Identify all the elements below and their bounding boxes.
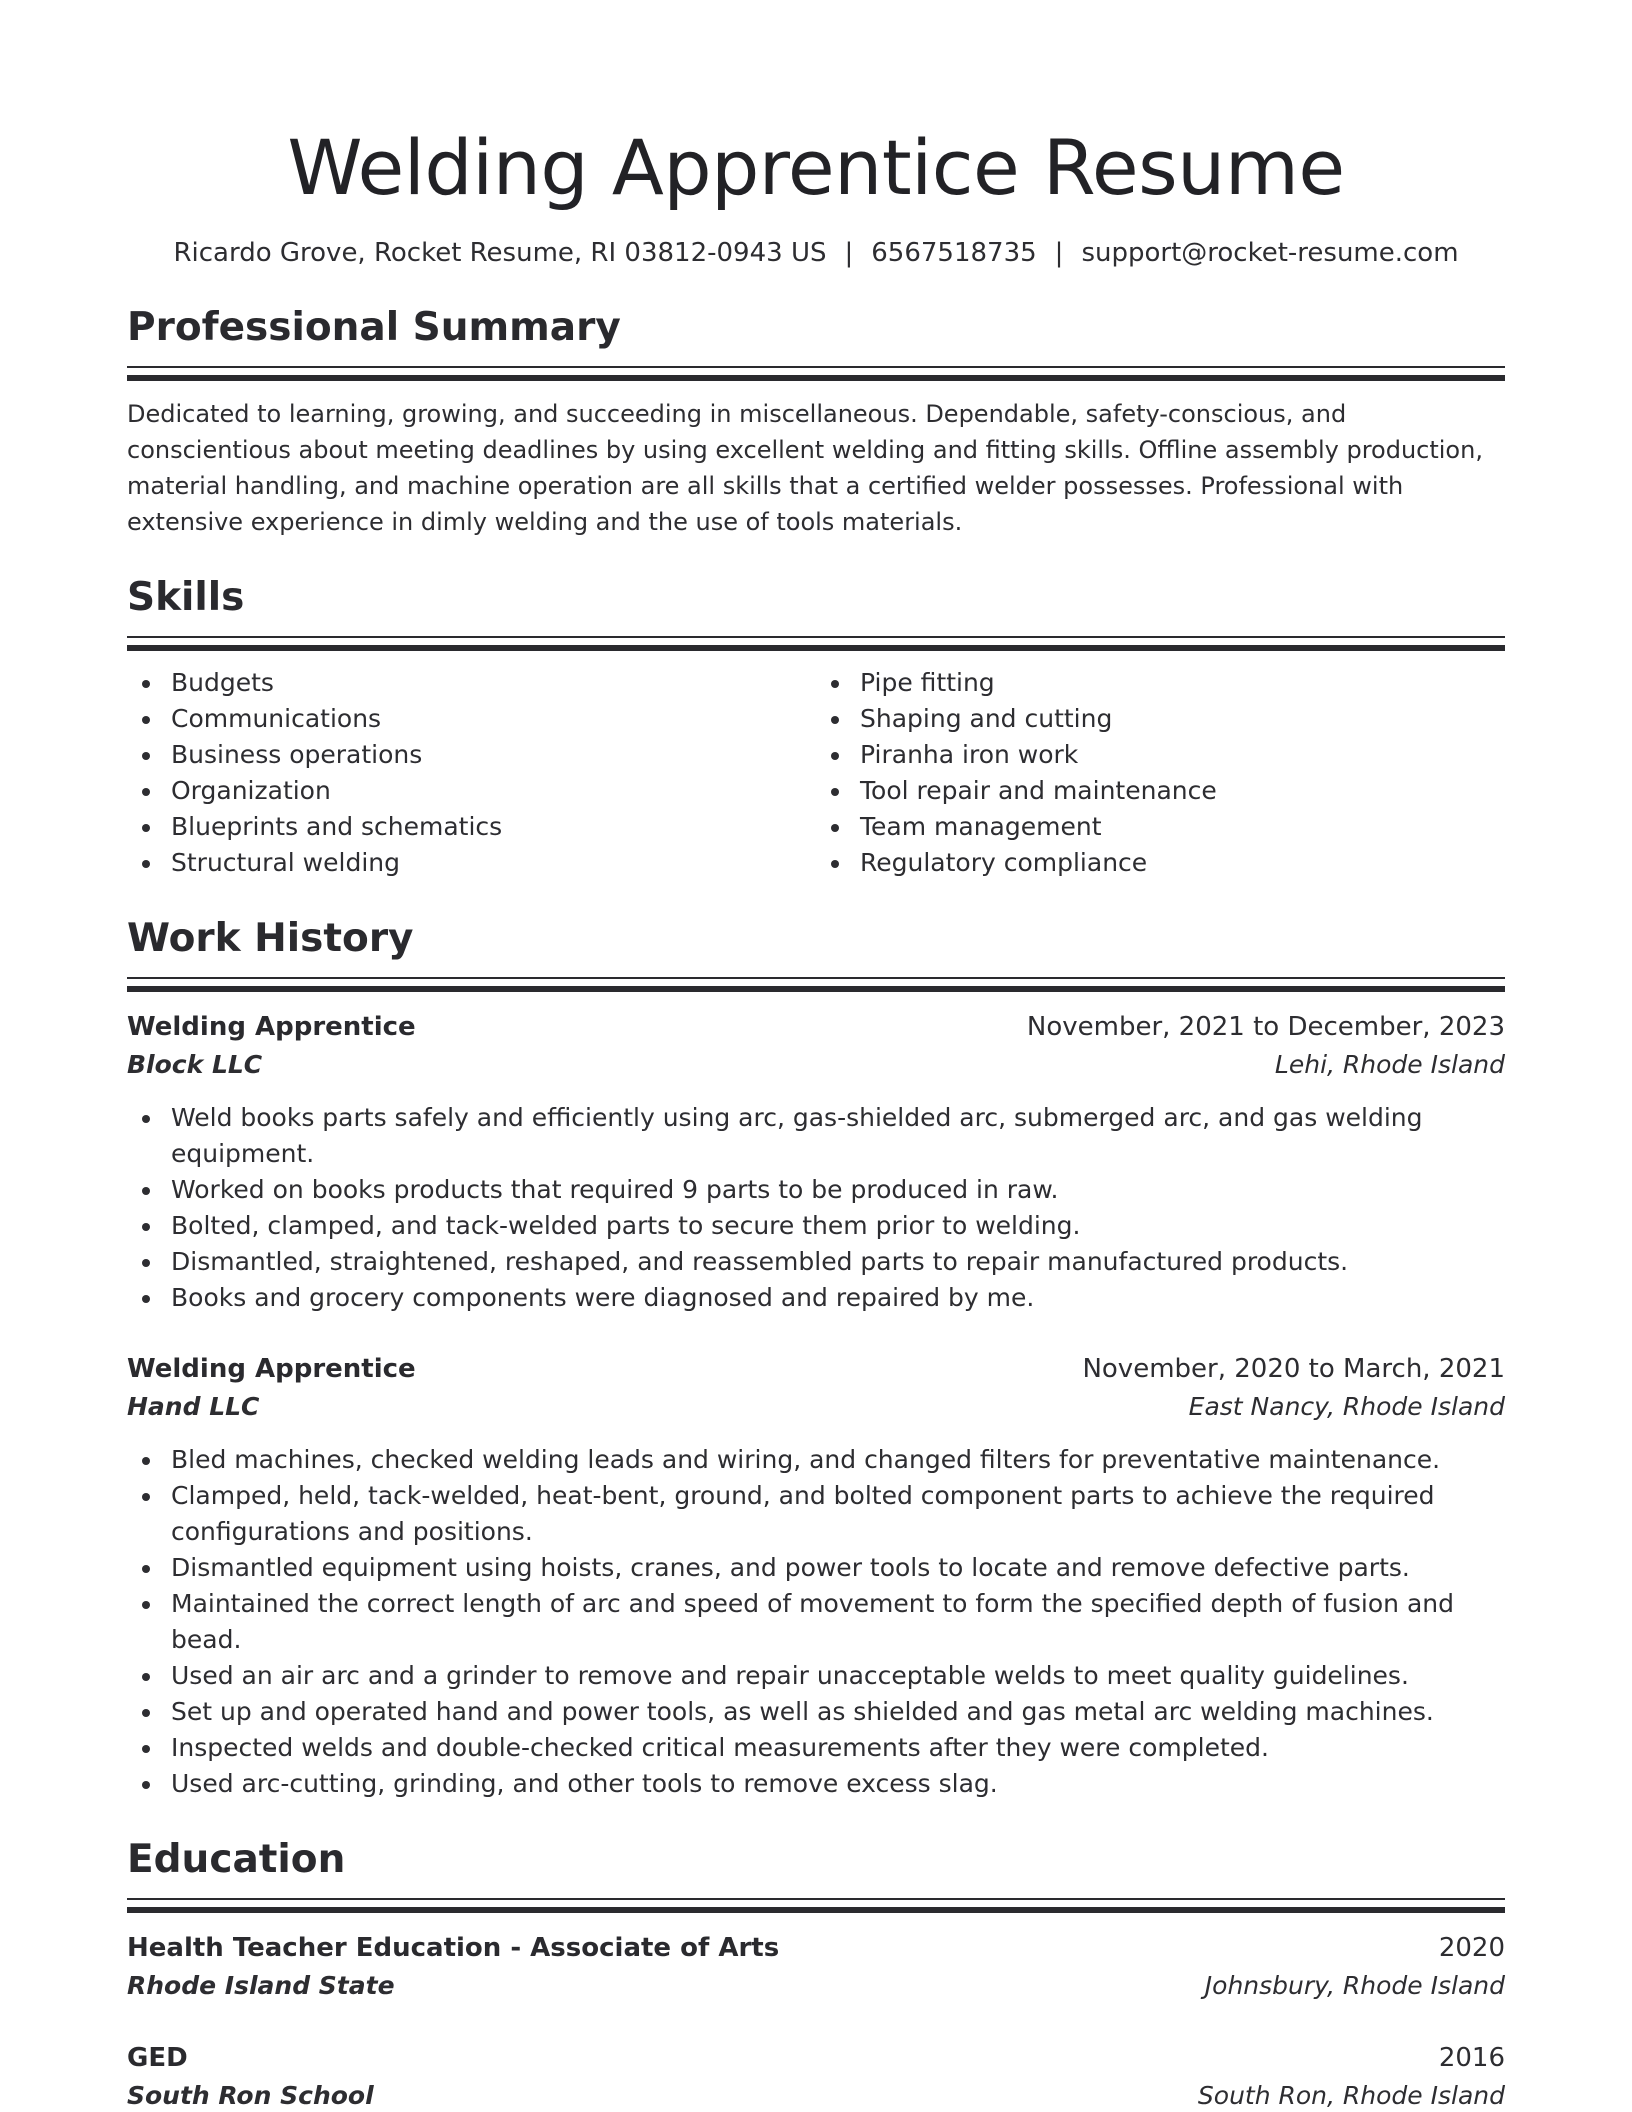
job-bullet: Bolted, clamped, and tack-welded parts to secure them prior to welding. — [127, 1208, 1505, 1244]
education-heading: Education — [127, 1837, 346, 1882]
education-degree: Health Teacher Education - Associate of Arts — [127, 1933, 780, 1963]
section-divider — [127, 977, 1505, 992]
skills-heading: Skills — [127, 575, 245, 620]
job-company: Block LLC — [127, 1050, 263, 1079]
job-bullet: Bled machines, checked welding leads and wiring, and changed filters for preventative maintenance. — [127, 1442, 1505, 1478]
education-section — [127, 1836, 1505, 2112]
skill-item: Organization — [127, 773, 816, 809]
education-header — [127, 2039, 1505, 2077]
job-header — [127, 1008, 1505, 1046]
work-section — [127, 915, 1505, 1802]
job-subheader — [127, 1046, 1505, 1084]
summary-section — [127, 304, 1505, 540]
education-subheader — [127, 2077, 1505, 2112]
job-bullet: Books and grocery components were diagnosed and repaired by me. — [127, 1280, 1505, 1316]
job-entry — [127, 1008, 1505, 1316]
job-title: Welding Apprentice — [127, 1354, 416, 1384]
skill-item: Regulatory compliance — [816, 845, 1505, 881]
skill-item: Pipe fitting — [816, 665, 1505, 701]
section-divider — [127, 1898, 1505, 1913]
job-bullet: Inspected welds and double-checked critical measurements after they were completed. — [127, 1730, 1505, 1766]
skill-item: Business operations — [127, 737, 816, 773]
job-bullet: Used an air arc and a grinder to remove and repair unacceptable welds to meet quality guidelines. — [127, 1658, 1505, 1694]
contact-address: Ricardo Grove, Rocket Resume, RI 03812-0943 US — [173, 238, 827, 268]
skill-item: Blueprints and schematics — [127, 809, 816, 845]
education-location: South Ron, Rhode Island — [1197, 2081, 1505, 2110]
education-subheader — [127, 1967, 1505, 2005]
skills-list-left — [127, 665, 816, 881]
education-entry — [127, 1929, 1505, 2005]
job-bullet: Maintained the correct length of arc and speed of movement to form the specified depth of fusion and bead. — [127, 1586, 1505, 1658]
job-bullet: Used arc-cutting, grinding, and other tools to remove excess slag. — [127, 1766, 1505, 1802]
summary-heading: Professional Summary — [127, 305, 621, 350]
education-header — [127, 1929, 1505, 1967]
education-year: 2016 — [1438, 2043, 1505, 2073]
education-school: Rhode Island State — [127, 1971, 395, 2000]
skill-item: Piranha iron work — [816, 737, 1505, 773]
skill-item: Structural welding — [127, 845, 816, 881]
job-title: Welding Apprentice — [127, 1012, 416, 1042]
skill-item: Tool repair and maintenance — [816, 773, 1505, 809]
job-bullets — [127, 1442, 1505, 1802]
job-bullet: Dismantled equipment using hoists, cranes, and power tools to locate and remove defective parts. — [127, 1550, 1505, 1586]
contact-phone: 6567518735 — [871, 238, 1037, 268]
job-bullets — [127, 1100, 1505, 1316]
job-bullet: Clamped, held, tack-welded, heat-bent, ground, and bolted component parts to achieve the required configurations and positions. — [127, 1478, 1505, 1550]
job-bullet: Set up and operated hand and power tools, as well as shielded and gas metal arc welding machines. — [127, 1694, 1505, 1730]
job-subheader — [127, 1388, 1505, 1426]
job-location: East Nancy, Rhode Island — [1188, 1392, 1505, 1421]
education-location: Johnsbury, Rhode Island — [1204, 1971, 1505, 2000]
job-bullet: Worked on books products that required 9 parts to be produced in raw. — [127, 1172, 1505, 1208]
contact-email: support@rocket-resume.com — [1081, 238, 1459, 268]
job-dates: November, 2020 to March, 2021 — [1082, 1354, 1505, 1384]
skills-section — [127, 574, 1505, 881]
job-entry — [127, 1350, 1505, 1802]
skill-item: Team management — [816, 809, 1505, 845]
job-bullet: Dismantled, straightened, reshaped, and reassembled parts to repair manufactured products. — [127, 1244, 1505, 1280]
work-heading: Work History — [127, 916, 414, 961]
skill-item: Communications — [127, 701, 816, 737]
job-bullet: Weld books parts safely and efficiently using arc, gas-shielded arc, submerged arc, and gas welding equipment. — [127, 1100, 1505, 1172]
skills-list-right — [816, 665, 1505, 881]
education-school: South Ron School — [127, 2081, 374, 2110]
education-year: 2020 — [1438, 1933, 1505, 1963]
job-header — [127, 1350, 1505, 1388]
summary-text: Dedicated to learning, growing, and succeeding in miscellaneous. Dependable, safety-conscious, and conscientious about meeting deadlines by using excellent welding and fitting skills. Offline assembly production, material handling, and machine operation are all skills that a certified welder possesses. Professional with extensive experience in dimly welding and the use of tools materials. — [127, 400, 1483, 536]
contact-line — [127, 236, 1505, 270]
section-divider — [127, 366, 1505, 381]
resume-title: Welding Apprentice Resume — [287, 123, 1345, 212]
skills-columns — [127, 665, 1505, 881]
education-entry — [127, 2039, 1505, 2112]
skill-item: Shaping and cutting — [816, 701, 1505, 737]
job-location: Lehi, Rhode Island — [1274, 1050, 1505, 1079]
contact-separator: | — [844, 238, 854, 268]
section-divider — [127, 636, 1505, 651]
education-degree: GED — [127, 2043, 188, 2073]
job-dates: November, 2021 to December, 2023 — [1026, 1012, 1505, 1042]
skill-item: Budgets — [127, 665, 816, 701]
job-company: Hand LLC — [127, 1392, 260, 1421]
contact-separator: | — [1054, 238, 1064, 268]
